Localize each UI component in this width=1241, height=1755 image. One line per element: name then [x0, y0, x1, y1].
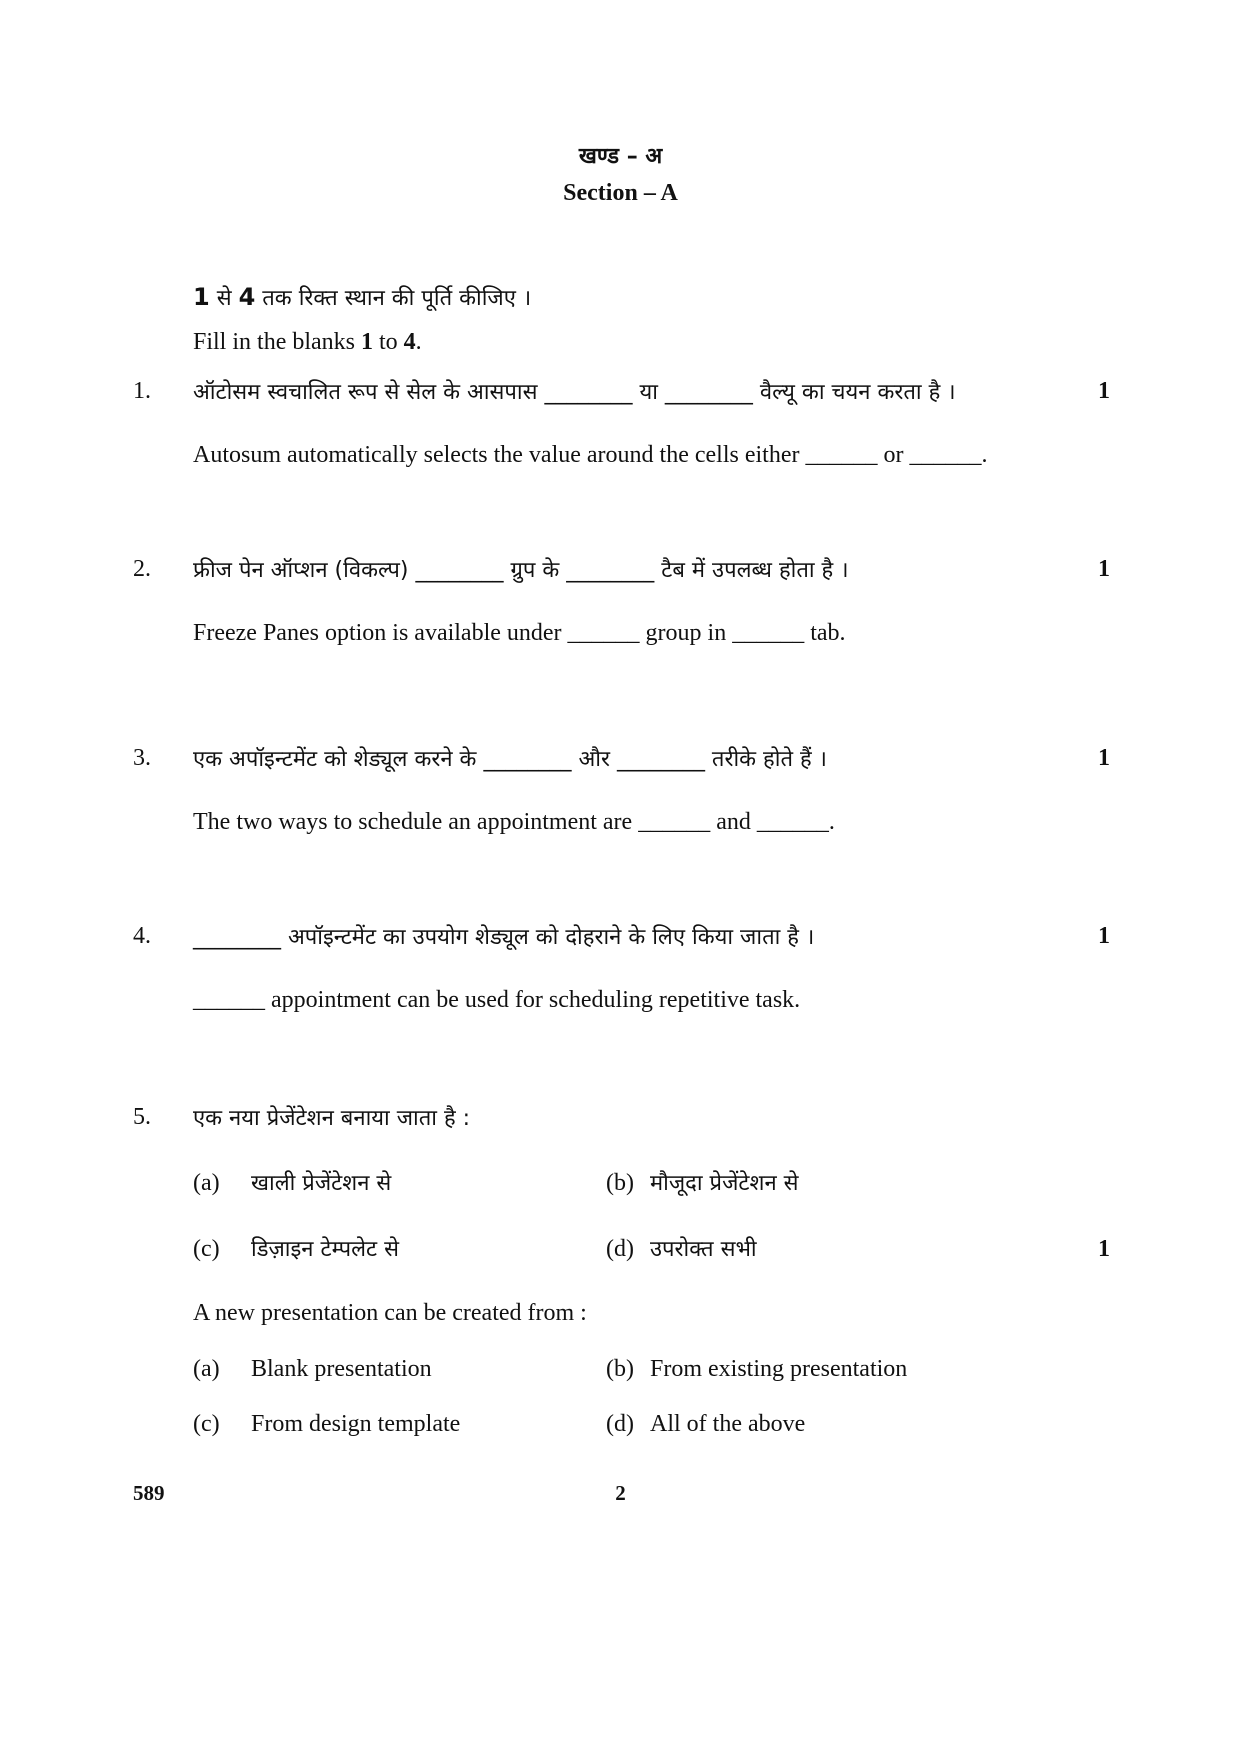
instruction-hindi-mid: से — [209, 286, 239, 311]
q5-option-c-hindi-text: डिज़ाइन टेम्पलेट से — [251, 1237, 399, 1262]
question-3-english: The two ways to schedule an appointment are ______ and ______. — [193, 809, 835, 835]
q5-option-d-english-text: All of the above — [650, 1411, 806, 1437]
instruction-english-num2: 4 — [403, 329, 416, 355]
section-title-hindi: खण्ड – अ — [578, 144, 663, 169]
paper-code: 589 — [133, 1481, 165, 1505]
question-2-number: 2. — [133, 556, 151, 582]
section-title-english: Section – A — [563, 180, 678, 206]
q5-option-d-english-label: (d) — [606, 1411, 634, 1437]
q5-option-b-hindi-text: मौजूदा प्रेजेंटेशन से — [650, 1171, 799, 1196]
question-5-hindi: एक नया प्रेजेंटेशन बनाया जाता है : — [193, 1106, 471, 1131]
question-2-english: Freeze Panes option is available under ______ group in ______ tab. — [193, 620, 846, 646]
q5-option-c-hindi-label: (c) — [193, 1236, 220, 1262]
instruction-english-suffix: . — [415, 329, 422, 355]
question-1-hindi: ऑटोसम स्वचालित रूप से सेल के आसपास ________ या ________ वैल्यू का चयन करता है । — [193, 380, 956, 405]
q5-option-a-hindi-label: (a) — [193, 1170, 220, 1196]
instruction-english-mid: to — [373, 329, 404, 355]
question-4-marks: 1 — [1098, 923, 1110, 949]
question-4-number: 4. — [133, 923, 151, 949]
q5-option-b-hindi-label: (b) — [606, 1170, 634, 1196]
instruction-hindi — [193, 282, 531, 312]
instruction-hindi-num2: 4 — [238, 283, 256, 311]
instruction-hindi-num1: 1 — [193, 283, 210, 311]
q5-option-c-english-label: (c) — [193, 1411, 220, 1437]
instruction-english-num1: 1 — [361, 329, 373, 355]
question-5-english: A new presentation can be created from : — [193, 1300, 587, 1326]
question-2-hindi: फ्रीज पेन ऑप्शन (विकल्प) ________ ग्रुप के ________ टैब में उपलब्ध होता है । — [193, 558, 849, 583]
q5-option-a-english-label: (a) — [193, 1356, 220, 1382]
question-1-english: Autosum automatically selects the value around the cells either ______ or ______. — [193, 442, 988, 468]
question-3-hindi: एक अपॉइन्टमेंट को शेड्यूल करने के ________ और ________ तरीके होते हैं । — [193, 747, 827, 772]
instruction-english — [193, 329, 422, 356]
question-3-marks: 1 — [1098, 745, 1110, 771]
question-4-hindi: ________ अपॉइन्टमेंट का उपयोग शेड्यूल को दोहराने के लिए किया जाता है । — [193, 925, 815, 950]
question-4-english: ______ appointment can be used for scheduling repetitive task. — [193, 987, 801, 1013]
instruction-english-prefix: Fill in the blanks — [193, 329, 361, 355]
question-3-number: 3. — [133, 745, 151, 771]
instruction-hindi-suffix: तक रिक्त स्थान की पूर्ति कीजिए । — [255, 286, 532, 311]
question-1-number: 1. — [133, 378, 151, 404]
q5-option-d-hindi-text: उपरोक्त सभी — [650, 1237, 757, 1262]
q5-option-a-english-text: Blank presentation — [251, 1356, 432, 1382]
q5-option-c-english-text: From design template — [251, 1411, 461, 1437]
q5-option-d-hindi-label: (d) — [606, 1236, 634, 1262]
question-2-marks: 1 — [1098, 556, 1110, 582]
page-number: 2 — [615, 1481, 626, 1505]
question-5-marks: 1 — [1098, 1236, 1110, 1262]
question-1-marks: 1 — [1098, 378, 1110, 404]
q5-option-b-english-label: (b) — [606, 1356, 634, 1382]
q5-option-b-english-text: From existing presentation — [650, 1356, 908, 1382]
q5-option-a-hindi-text: खाली प्रेजेंटेशन से — [251, 1171, 392, 1196]
question-5-number: 5. — [133, 1104, 151, 1130]
